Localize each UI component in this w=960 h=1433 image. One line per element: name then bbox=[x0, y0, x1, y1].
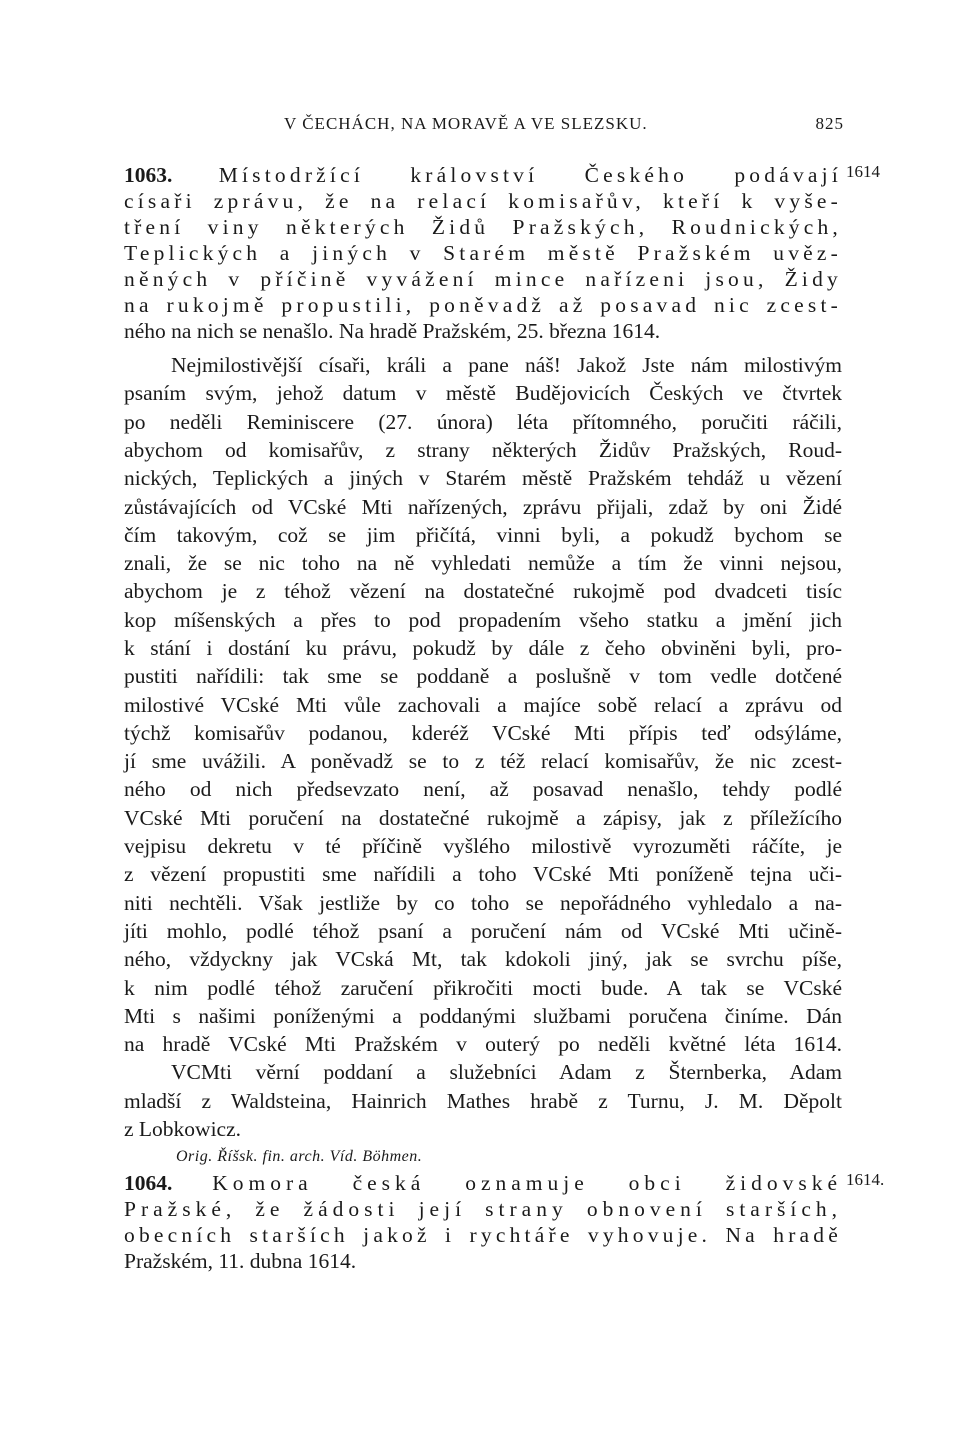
doc1063-body-line: pustiti nařídili: tak sme se poddaně a poslušně v tom vedle dotčené bbox=[124, 664, 842, 688]
doc1063-body-line: vejpisu dekretu v té příčině vyšlého milostivě vyrozuměti ráčíte, je bbox=[124, 834, 842, 858]
doc1063-body-line: týchž komisařův podanou, kderéž VCské Mti přípis teď odsýláme, bbox=[124, 721, 842, 745]
doc1063-body-line: znali, že se nic toho na ně vyhledati nemůže a tím že vinni nejsou, bbox=[124, 551, 842, 575]
doc1063-body-line: psaním svým, jehož datum v městě Budějovicích Českých ve čtvrtek bbox=[124, 381, 842, 405]
doc1063-body-line: abychom je z téhož vězení na dostatečné rukojmě pod dvadceti tisíc bbox=[124, 579, 842, 603]
doc1063-summary-line: Místodržící království Českého podávají bbox=[218, 163, 842, 187]
doc1064-summary-line: Pražské, že žádosti její strany obnovení starších, bbox=[124, 1197, 842, 1221]
doc1063-body-line: Mti s našimi poníženými a poddanými službami poručena činíme. Dán bbox=[124, 1004, 842, 1028]
doc1063-line-0 bbox=[124, 162, 842, 188]
doc1064-summary-line: obecních starších jakož i rychtáře vyhovuje. Na hradě bbox=[124, 1223, 842, 1247]
doc1063-margin-year: 1614 bbox=[846, 162, 880, 181]
doc1063-body-line: milostivé VCské Mti vůle zachovali a majíce sobě relací a zprávu od bbox=[124, 693, 842, 717]
doc1064-number: 1064. bbox=[124, 1171, 173, 1195]
doc1064-summary-line: Pražském, 11. dubna 1614. bbox=[124, 1249, 357, 1273]
doc1063-body-line: Nejmilostivější císaři, králi a pane náš! Jakož Jste nám milostivým bbox=[171, 353, 842, 377]
doc1064-summary-line: Komora česká oznamuje obci židovské bbox=[212, 1171, 843, 1195]
doc1063-signature-line: z Lobkowicz. bbox=[124, 1117, 242, 1141]
doc1063-body-line: k nim podlé téhož zaručení přikročiti mocti bude. A tak se VCské bbox=[124, 976, 842, 1000]
doc1063-body-line: ného od nich předsevzato není, až posavad nenašlo, tehdy podlé bbox=[124, 777, 842, 801]
doc1063-summary-line: Teplických a jiných v Starém městě Pražském uvěz- bbox=[124, 241, 842, 265]
doc1063-summary-line: ného na nich se nenašlo. Na hradě Pražském, 25. března 1614. bbox=[124, 319, 661, 343]
doc1063-body-line: čím takovým, což se jim přičítá, vinni byli, a pokudž bychom se bbox=[124, 523, 842, 547]
doc1063-summary-line: císaři zprávu, že na relací komisařův, kteří k vyše- bbox=[124, 189, 842, 213]
doc1063-body-line: ného, vždyckny jak VCská Mt, tak kdokoli jiný, jak se svrchu píše, bbox=[124, 947, 842, 971]
doc1063-signature-line: mladší z Waldsteina, Hainrich Mathes hrabě z Turnu, J. M. Děpolt bbox=[124, 1089, 842, 1113]
doc1063-body-line: z vězení propustiti sme nařídili a toho VCské Mti poníženě tejna uči- bbox=[124, 862, 842, 886]
doc1063-body-line: zůstávajících od VCské Mti nařízených, zprávu přijali, zdaž by oni Židé bbox=[124, 495, 842, 519]
doc1063-body-line: k stání i dostání ku právu, pokudž by dále z čeho obviněni byli, pro- bbox=[124, 636, 842, 660]
doc1063-body-line: na hradě VCské Mti Pražském v outerý po neděli květné léta 1614. bbox=[124, 1032, 842, 1056]
doc1063-source-note: Orig. Říšsk. fin. arch. Víd. Böhmen. bbox=[176, 1148, 423, 1165]
doc1064-margin-year: 1614. bbox=[846, 1170, 885, 1189]
doc1063-body-line: VCské Mti poručení na dostatečné rukojmě a zápisy, jak z příležícího bbox=[124, 806, 842, 830]
doc1063-body-line: nických, Teplických a jiných v Starém městě Pražském tehdáž u vězení bbox=[124, 466, 842, 490]
doc1063-body-line: kop míšenských a přes to pod propadením všeho statku a jmění jich bbox=[124, 608, 842, 632]
doc1063-body-line: niti nechtěli. Však jestliže by co toho se nepořádného vyhledalo a na- bbox=[124, 891, 842, 915]
doc1063-number: 1063. bbox=[124, 163, 173, 187]
doc1063-body-line: jí sme uvážili. A poněvadž se to z též relací komisařův, že nic zcest- bbox=[124, 749, 842, 773]
doc1063-body-line: abychom od komisařův, z strany některých Židův Pražských, Roud- bbox=[124, 438, 842, 462]
doc1063-summary-line: na rukojmě propustili, poněvadž až posavad nic zcest- bbox=[124, 293, 842, 317]
page-header bbox=[284, 114, 844, 138]
running-title: V ČECHÁCH, NA MORAVĚ A VE SLEZSKU. bbox=[284, 114, 648, 133]
doc1063-body-line: jíti mohlo, podlé téhož psaní a poručení nám od VCské Mti učině- bbox=[124, 919, 842, 943]
doc1064-line-0 bbox=[124, 1170, 842, 1196]
doc1063-summary-line: něných v příčině vyvážení mince nařízeni jsou, Židy bbox=[124, 267, 842, 291]
doc1063-body-line: po neděli Reminiscere (27. února) léta přítomného, poručiti ráčili, bbox=[124, 410, 842, 434]
page-number: 825 bbox=[815, 114, 844, 133]
doc1063-signature-line: VCMti věrní poddaní a služebníci Adam z Šternberka, Adam bbox=[171, 1060, 842, 1084]
doc1063-summary-line: tření viny některých Židů Pražských, Roudnických, bbox=[124, 215, 842, 239]
